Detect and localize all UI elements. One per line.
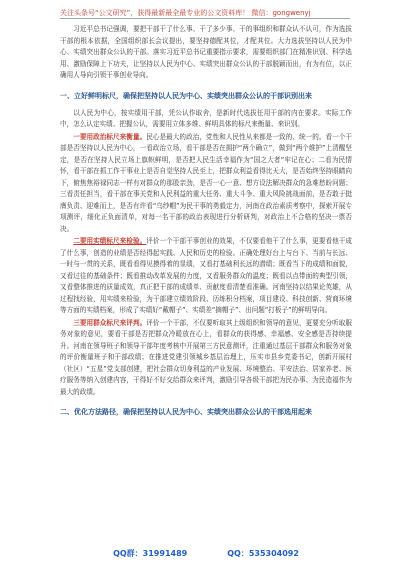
lead-political: 一要用政治标尺来衡量。 [73, 132, 147, 141]
footer-qq: QQ：535304092 [227, 549, 299, 558]
document-body [60, 24, 352, 424]
footer-qq-group: QQ群：31991489 [113, 549, 188, 558]
paragraph-political-standard [60, 132, 352, 236]
section-heading-2: 二、优化方法路径，确保把坚持以人民为中心、实绩突出群众公认的干部选用起来 [60, 408, 312, 416]
paragraph-section1-intro: 以人民为中心，按实绩用干部，凭公认作取舍，是新时代选拔任用干部的内在要求。实际工作中，怎么认定实绩、把握公认，需要用立体多维、鲜明具体的标尺来衡量、来识别。 [60, 108, 352, 128]
paragraph-public-standard [60, 318, 352, 399]
page-header [60, 7, 350, 19]
paragraph-achievement-text: 评价一个干部干事创业的效果，不仅要看他干了什么事，更要看他干成了什么事，创造的业绩是否经得起实践、人民和历史的检验。正确处理好台上与台下、当前与长远、一时与一贯的关系，既看看得见摸得着的显绩，又看打基础利长远的潜绩；既看当下的成绩和面貌，又看过往的基础条件；既看推动改革发展的力度，又看服务群众的温度；既看以点带面的典型引领，又看整体推进的质量成效，真正把干部的成绩单、贡献度看清楚看准确。河南坚持以结果论英雄，从过程找经验，用实绩来检验，为干部建立绩效阶段、历练积分档案，项目建设、科技创新、营商环境等方面的实绩档案，形成了实绩好“戴帽子”、实绩差“摘帽子”、出问题“打板子”的鲜明导向。 [60, 237, 353, 314]
paragraph-public-text: 评价一个干部，不仅要听取其上级组织和领导的意见，更要充分听取服务对象的意见，要看干部是否把群众冷暖放在心上，看群众的获得感、幸福感、安全感是否持续提升。河南在领导班子和领导干部年度考核中开展第三方民意测评，注重通过基层干部群众和服务对象的评价衡量班子和干部政绩；在推进党建引领城乡基层治理上，压实市县乡党委书记，创新开展村（社区）“五星”党支部创建，把社会群众切身利益的产业发展、环境整治、平安法治、居家养老、医疗服务等纳入创建内容，干得好不好交给群众来评判，激励引导各级干部把为民办事、为民造福作为最大的政绩。 [60, 318, 353, 396]
paragraph-intro: 习近平总书记强调，要把干部干了什么事、干了多少事、干的事组织和群众认不认可，作为选拔干部的根本依据，全国组织部长会议提出，要坚持德配其位，才配其位。大力选拔坚持以人民为中心、实绩突出群众公认的干部。落实习近平总书记重要指示要求，需要组织部门在精准识别、科学选用、激励保障上下功夫，让坚持以人民为中心、实绩突出群众公认的干部脱颖而出，有为有位，以正确用人导向引领干事创业导向。 [60, 25, 352, 79]
lead-public: 三要用群众标尺来评判。 [73, 318, 147, 327]
page-footer [60, 548, 352, 562]
paragraph-political-text: 民心是最大的政治，党性和人民性从来都是一致的、统一的。看一个干部是否坚持以人民为中心，一看政治立场，看干部是否在拥护“两个确立”，做到“两个维护”上清醒坚定，是否在坚持人民立场上旗帜鲜明，是否把人民生活幸福作为“国之大者”牢记在心；二看为民情怀，看干部在抓工作干事业上是否自觉坚持人民至上，把群众利益看得比天大，是否始终坚持眼睛向下，俯焦焦裕禄同志一样有对群众的那股亲劲，是否一心一意、想方设法解决群众的急难愁盼问题；三看责任担当，看干部在事关党和人民利益的重大任务、重大斗争、重大风险挑战面前，是否敢于挺膺负责、迎难而上，是否有许看“乌纱帽”为民干事的勇毅定力，河南在政治素质考察中，探索开展专项测评，细化正负面清单，对每一名干部的政治表现进行分析研判，对政治上不合格的坚决一票否决。 [60, 132, 353, 233]
lead-achievement: 二要用实绩标尺来检验。 [73, 237, 147, 245]
header-banner-text: 关注头条号“公文研究”，获得最新最全最专业的公文资料库！ 微信：gongwenyj [60, 9, 311, 17]
section-heading-1: 一、立好鲜明标尺，确保把坚持以人民为中心、实绩突出群众公认的干部识别出来 [60, 91, 312, 100]
paragraph-achievement-standard [60, 236, 352, 317]
